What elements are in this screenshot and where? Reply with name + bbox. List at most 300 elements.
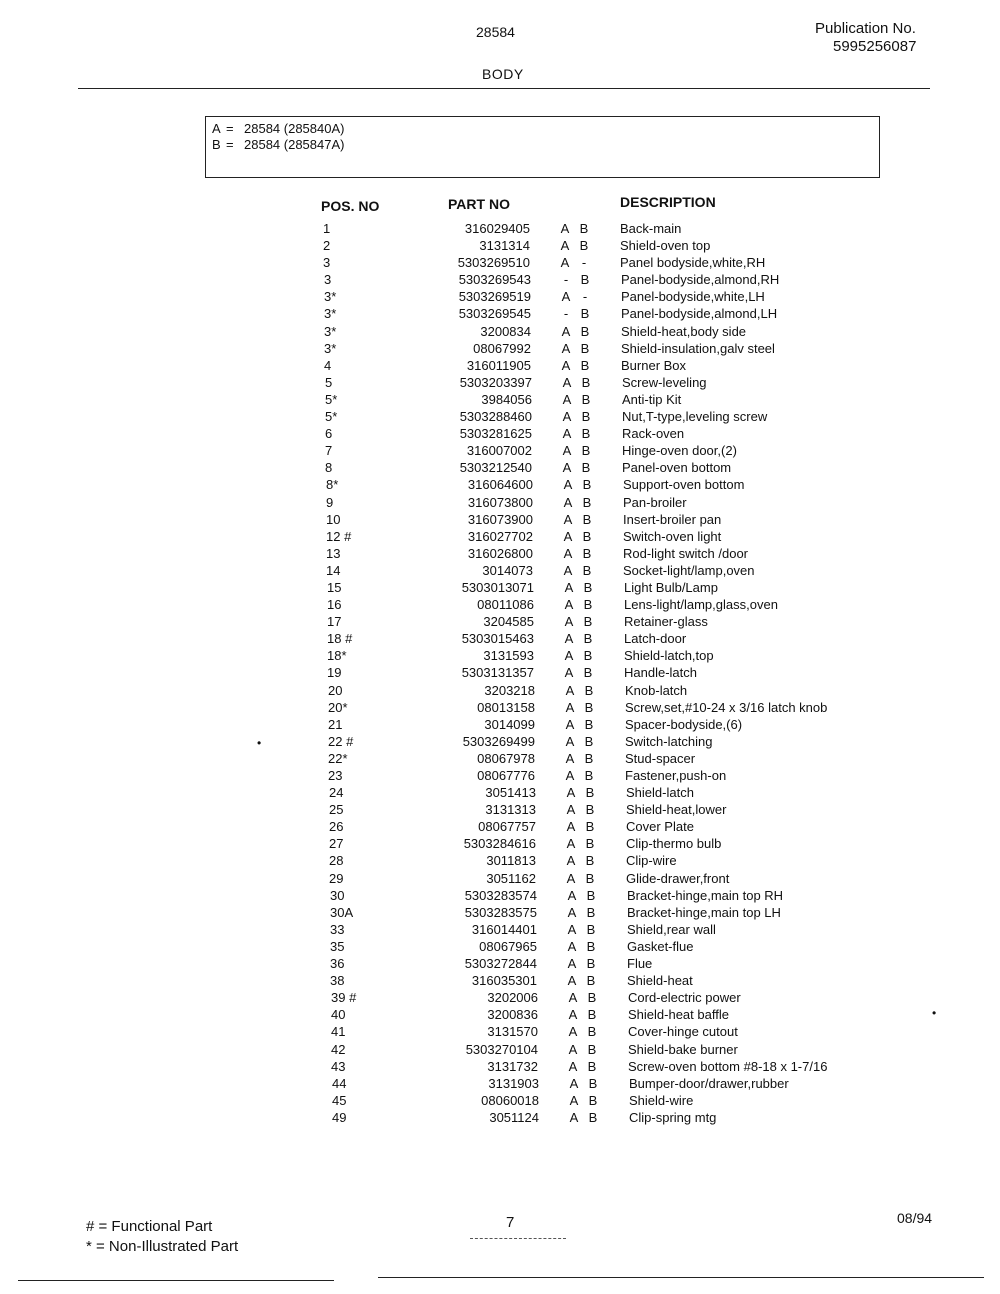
pos-cell: 17 [327, 614, 342, 630]
variant-a-cell: A [564, 631, 574, 647]
pos-cell: 22 # [328, 733, 354, 749]
pos-cell: 13 [326, 545, 341, 561]
part-number-cell: 08067757 [478, 819, 536, 835]
part-number-cell: 316073900 [467, 511, 533, 527]
part-number-cell: 3051162 [486, 870, 536, 886]
pos-cell: 12 # [326, 528, 352, 544]
pos-cell: 18 # [327, 631, 353, 647]
variant-a-cell: A [564, 579, 574, 595]
pos-cell: 22* [328, 750, 348, 766]
table-row [0, 1092, 1000, 1109]
variant-b-cell: B [585, 802, 595, 818]
variant-b-cell: B [587, 1007, 597, 1023]
table-row [0, 887, 1000, 904]
variant-b-cell: B [579, 221, 589, 236]
description-cell: Switch-latching [625, 733, 713, 749]
part-number-cell: 5303269519 [458, 289, 531, 305]
part-number-cell: 5303269499 [462, 733, 535, 749]
variant-b-cell: B [588, 1109, 598, 1125]
part-number-cell: 3131593 [483, 648, 534, 664]
description-cell: Rod-light switch /door [623, 545, 748, 561]
pos-cell: 43 [331, 1058, 346, 1074]
variant-a-cell: A [569, 1109, 579, 1125]
variant-a-cell: A [563, 494, 573, 510]
pos-cell: 27 [329, 836, 344, 852]
description-cell: Shield-heat,body side [621, 323, 747, 339]
description-cell: Pan-broiler [623, 494, 687, 510]
variant-b-cell: B [585, 819, 595, 835]
variant-legend-box [205, 116, 880, 178]
table-row [0, 750, 1000, 767]
variant-b-cell: B [585, 836, 595, 852]
part-number-cell: 3014073 [482, 562, 533, 578]
part-number-cell: 316029405 [464, 221, 530, 236]
variant-a-cell: A [566, 819, 576, 835]
part-number-cell: 08067978 [477, 750, 535, 766]
part-number-cell: 316014401 [471, 921, 537, 937]
table-row [0, 682, 1000, 699]
pos-cell: 18* [327, 648, 347, 664]
variant-a-cell: A [569, 1092, 579, 1108]
variant-a-cell: A [562, 374, 572, 390]
description-cell: Support-oven bottom [623, 477, 745, 493]
variant-b-cell: B [581, 460, 591, 476]
part-number-cell: 08013158 [477, 699, 535, 715]
description-cell: Bracket-hinge,main top LH [627, 904, 781, 920]
variant-b-cell: B [587, 990, 597, 1006]
table-row [0, 733, 1000, 750]
publication-number: 5995256087 [833, 38, 917, 55]
description-cell: Clip-thermo bulb [626, 836, 722, 852]
pos-cell: 2 [323, 238, 331, 254]
table-row [0, 596, 1000, 613]
description-cell: Shield-insulation,galv steel [621, 340, 775, 356]
variant-b-cell: B [586, 904, 596, 920]
variant-a-cell: A [561, 340, 571, 356]
pos-cell: 39 # [331, 990, 357, 1006]
variant-a-cell: A [562, 391, 572, 407]
variant-b-cell: B [586, 938, 596, 954]
variant-b-cell: B [581, 443, 591, 459]
variant-b-cell: B [584, 682, 594, 698]
description-cell: Gasket-flue [627, 938, 694, 954]
variant-b-cell: B [583, 579, 593, 595]
table-row [0, 716, 1000, 733]
variant-b-cell: B [584, 733, 594, 749]
table-row [0, 391, 1000, 408]
variant-b-cell: B [582, 494, 592, 510]
variant-b-cell: B [580, 272, 590, 288]
description-cell: Knob-latch [625, 682, 688, 698]
variant-equals: = [226, 137, 234, 152]
table-row [0, 459, 1000, 476]
part-number-cell: 5303015463 [461, 631, 534, 647]
pos-cell: 9 [326, 494, 334, 510]
variant-a-cell: A [561, 289, 571, 305]
part-number-cell: 316007002 [466, 443, 532, 459]
table-row [0, 613, 1000, 630]
variant-a-cell: A [567, 887, 577, 903]
variant-b-cell: B [585, 870, 595, 886]
table-row [0, 442, 1000, 459]
description-cell: Flue [627, 956, 653, 972]
part-number-cell: 3131903 [488, 1075, 539, 1091]
publication-label: Publication No. [815, 20, 916, 37]
table-row [0, 254, 1000, 271]
table-row [0, 870, 1000, 887]
variant-b-cell: B [587, 1041, 597, 1057]
table-row [0, 288, 1000, 305]
table-row [0, 767, 1000, 784]
description-cell: Lens-light/lamp,glass,oven [624, 597, 778, 613]
description-cell: Panel bodyside,white,RH [620, 255, 766, 271]
part-number-cell: 5303269543 [458, 272, 531, 288]
variant-row [212, 137, 879, 153]
table-row [0, 323, 1000, 340]
model-code: 28584 [476, 24, 515, 40]
variant-b-cell: B [580, 340, 590, 356]
table-row [0, 989, 1000, 1006]
part-number-cell: 08067776 [477, 768, 535, 783]
variant-a-cell: - [563, 272, 569, 288]
part-number-cell: 316011905 [466, 357, 531, 373]
variant-b-cell: B [587, 1058, 597, 1074]
description-cell: Clip-wire [626, 853, 677, 869]
variant-a-cell: A [564, 597, 574, 613]
variant-b-cell: B [584, 768, 594, 783]
pos-cell: 3* [324, 323, 337, 339]
pos-cell: 3* [324, 340, 337, 356]
part-number-cell: 3014099 [484, 716, 535, 732]
variant-a-cell: A [562, 409, 572, 425]
variant-a-cell: A [561, 357, 571, 373]
variant-text: 28584 (285840A) [244, 121, 345, 136]
variant-a-cell: A [568, 1041, 578, 1057]
part-number-cell: 3203218 [484, 682, 535, 698]
description-cell: Shield-latch,top [624, 648, 714, 664]
table-row [0, 579, 1000, 596]
variant-b-cell: B [580, 357, 590, 373]
description-cell: Bumper-door/drawer,rubber [629, 1075, 789, 1091]
variant-a-cell: A [560, 221, 570, 236]
part-number-cell: 3051124 [489, 1109, 539, 1125]
pos-cell: 41 [331, 1024, 346, 1040]
variant-b-cell: B [586, 887, 596, 903]
part-number-cell: 5303212540 [459, 460, 532, 476]
part-number-cell: 3051413 [485, 785, 536, 801]
pos-cell: 28 [329, 853, 344, 869]
variant-b-cell: B [584, 716, 594, 732]
variant-a-cell: A [567, 938, 577, 954]
description-cell: Retainer-glass [624, 614, 708, 630]
part-number-cell: 3011813 [486, 853, 536, 869]
table-row [0, 271, 1000, 288]
pos-cell: 21 [328, 716, 343, 732]
table-row [0, 647, 1000, 664]
variant-a-cell: A [565, 768, 575, 783]
pos-cell: 40 [331, 1007, 346, 1023]
column-header-description: DESCRIPTION [620, 194, 716, 210]
part-number-cell: 5303269545 [458, 306, 531, 322]
variant-a-cell: A [560, 238, 570, 254]
column-header-pos: POS. NO [321, 198, 380, 214]
variant-a-cell: A [565, 699, 575, 715]
pos-cell: 15 [327, 579, 342, 595]
table-row [0, 904, 1000, 921]
variant-b-cell: B [586, 921, 596, 937]
description-cell: Stud-spacer [625, 750, 696, 766]
variant-b-cell: B [582, 545, 592, 561]
variant-b-cell: B [583, 631, 593, 647]
pos-cell: 30A [330, 904, 354, 920]
table-row [0, 938, 1000, 955]
variant-a-cell: A [564, 614, 574, 630]
variant-b-cell: B [586, 973, 596, 989]
variant-b-cell: B [581, 374, 591, 390]
variant-b-cell: B [585, 785, 595, 801]
part-number-cell: 08067965 [479, 938, 537, 954]
table-row [0, 835, 1000, 852]
part-number-cell: 08011086 [477, 597, 534, 613]
description-cell: Insert-broiler pan [623, 511, 722, 527]
variant-a-cell: - [563, 306, 569, 322]
pos-cell: 8* [326, 477, 339, 493]
variant-a-cell: A [562, 443, 572, 459]
table-row [0, 664, 1000, 681]
table-row [0, 305, 1000, 322]
pos-cell: 23 [328, 768, 343, 783]
variant-a-cell: A [565, 733, 575, 749]
pos-cell: 6 [325, 426, 333, 442]
pos-cell: 24 [329, 785, 344, 801]
variant-a-cell: A [563, 511, 573, 527]
description-cell: Socket-light/lamp,oven [623, 562, 755, 578]
variant-a-cell: A [565, 750, 575, 766]
variant-b-cell: B [583, 597, 593, 613]
variant-b-cell: B [581, 409, 591, 425]
part-number-cell: 316035301 [471, 973, 537, 989]
part-number-cell: 316026800 [467, 545, 533, 561]
description-cell: Back-main [620, 221, 682, 236]
variant-b-cell: B [582, 477, 592, 493]
variant-a-cell: A [569, 1075, 579, 1091]
pos-cell: 33 [330, 921, 345, 937]
table-row [0, 852, 1000, 869]
variant-a-cell: A [562, 426, 572, 442]
table-row [0, 921, 1000, 938]
part-number-cell: 5303284616 [463, 836, 536, 852]
variant-b-cell: B [583, 648, 593, 664]
pos-cell: 3 [324, 272, 332, 288]
table-row [0, 237, 1000, 254]
part-number-cell: 5303270104 [465, 1041, 538, 1057]
pos-cell: 3* [324, 306, 337, 322]
part-number-cell: 316027702 [467, 528, 533, 544]
variant-b-cell: B [584, 699, 594, 715]
part-number-cell: 5303131357 [461, 665, 534, 681]
part-number-cell: 3131314 [479, 238, 530, 254]
variant-a-cell: A [563, 528, 573, 544]
table-row [0, 1058, 1000, 1075]
part-number-cell: 3204585 [483, 614, 534, 630]
description-cell: Burner Box [621, 357, 687, 373]
table-row [0, 408, 1000, 425]
variant-b-cell: B [588, 1092, 598, 1108]
pos-cell: 1 [323, 221, 331, 236]
table-row [0, 972, 1000, 989]
table-row [0, 1075, 1000, 1092]
description-cell: Shield-bake burner [628, 1041, 738, 1057]
variant-b-cell: B [579, 238, 589, 254]
table-row [0, 955, 1000, 972]
part-number-cell: 316064600 [467, 477, 533, 493]
variant-b-cell: B [586, 956, 596, 972]
scan-mark: • [257, 736, 262, 750]
part-number-cell: 3200834 [480, 323, 531, 339]
pos-cell: 49 [332, 1109, 347, 1125]
pos-cell: 44 [332, 1075, 347, 1091]
variant-b-cell: B [581, 391, 591, 407]
variant-b-cell: B [584, 750, 594, 766]
variant-a-cell: A [561, 323, 571, 339]
table-row [0, 494, 1000, 511]
part-number-cell: 5303013071 [461, 579, 534, 595]
description-cell: Shield-wire [629, 1092, 694, 1108]
part-number-cell: 5303281625 [459, 426, 532, 442]
description-cell: Shield-heat baffle [628, 1007, 729, 1023]
description-cell: Switch-oven light [623, 528, 722, 544]
scan-mark: • [932, 1006, 937, 1020]
description-cell: Screw-oven bottom #8-18 x 1-7/16 [628, 1058, 828, 1074]
variant-a-cell: A [565, 682, 575, 698]
table-row [0, 340, 1000, 357]
part-number-cell: 3984056 [481, 391, 532, 407]
top-divider [78, 88, 930, 89]
pos-cell: 3 [323, 255, 331, 271]
variant-b-cell: B [582, 511, 592, 527]
part-number-cell: 5303283574 [464, 887, 537, 903]
variant-b-cell: B [582, 528, 592, 544]
table-row [0, 699, 1000, 716]
variant-a-cell: A [566, 853, 576, 869]
pos-cell: 10 [326, 511, 341, 527]
variant-a-cell: A [564, 665, 574, 681]
description-cell: Handle-latch [624, 665, 697, 681]
variant-b-cell: B [583, 665, 593, 681]
description-cell: Bracket-hinge,main top RH [627, 887, 784, 903]
variant-b-cell: B [580, 323, 590, 339]
pos-cell: 38 [330, 973, 345, 989]
table-row [0, 1006, 1000, 1023]
part-number-cell: 5303269510 [457, 255, 530, 271]
table-row [0, 784, 1000, 801]
part-number-cell: 3131570 [487, 1024, 538, 1040]
table-row [0, 476, 1000, 493]
description-cell: Fastener,push-on [625, 768, 727, 783]
table-row [0, 1041, 1000, 1058]
legend-functional-part: # = Functional Part [86, 1218, 213, 1235]
variant-a-cell: A [568, 1007, 578, 1023]
table-row [0, 1109, 1000, 1126]
part-number-cell: 316073800 [467, 494, 533, 510]
description-cell: Panel-bodyside,almond,LH [621, 306, 778, 322]
description-cell: Anti-tip Kit [622, 391, 682, 407]
description-cell: Rack-oven [622, 426, 685, 442]
description-cell: Hinge-oven door,(2) [622, 443, 737, 459]
part-number-cell: 5303272844 [464, 956, 537, 972]
part-number-cell: 5303203397 [459, 374, 532, 390]
variant-a-cell: A [567, 921, 577, 937]
page-number: 7 [506, 1214, 515, 1231]
variant-a-cell: A [568, 990, 578, 1006]
date-code: 08/94 [897, 1210, 933, 1226]
variant-a-cell: A [568, 1058, 578, 1074]
table-row [0, 220, 1000, 237]
variant-a-cell: A [564, 648, 574, 664]
variant-equals: = [226, 121, 234, 136]
pos-cell: 3* [324, 289, 337, 305]
description-cell: Shield-latch [626, 785, 694, 801]
bottom-divider-right [378, 1277, 984, 1278]
legend-non-illustrated-part: * = Non-Illustrated Part [86, 1238, 239, 1255]
pos-cell: 25 [329, 802, 344, 818]
part-number-cell: 5303283575 [464, 904, 537, 920]
variant-key: A [212, 121, 221, 136]
variant-a-cell: A [565, 716, 575, 732]
part-number-cell: 3131732 [487, 1058, 538, 1074]
description-cell: Cover Plate [626, 819, 694, 835]
part-number-cell: 08060018 [481, 1092, 539, 1108]
variant-a-cell: A [566, 802, 576, 818]
description-cell: Cord-electric power [628, 990, 741, 1006]
pos-cell: 16 [327, 597, 342, 613]
variant-a-cell: A [566, 836, 576, 852]
variant-row [212, 121, 879, 137]
variant-b-cell: B [587, 1024, 597, 1040]
variant-key: B [212, 137, 221, 152]
variant-b-cell: B [582, 562, 592, 578]
variant-b-cell: B [583, 614, 593, 630]
variant-a-cell: A [567, 904, 577, 920]
pos-cell: 20 [328, 682, 343, 698]
description-cell: Shield,rear wall [627, 921, 716, 937]
pos-cell: 19 [327, 665, 342, 681]
variant-b-cell: - [581, 255, 587, 271]
table-row [0, 511, 1000, 528]
column-header-part: PART NO [448, 196, 510, 212]
pos-cell: 45 [332, 1092, 347, 1108]
variant-b-cell: B [581, 426, 591, 442]
pos-cell: 4 [324, 357, 332, 373]
pos-cell: 42 [331, 1041, 346, 1057]
section-title: BODY [482, 66, 524, 82]
description-cell: Latch-door [624, 631, 687, 647]
variant-a-cell: A [563, 545, 573, 561]
table-row [0, 374, 1000, 391]
part-number-cell: 3202006 [487, 990, 538, 1006]
description-cell: Panel-bodyside,white,LH [621, 289, 765, 305]
variant-a-cell: A [566, 870, 576, 886]
variant-a-cell: A [562, 460, 572, 476]
page-number-underline [470, 1238, 566, 1239]
table-row [0, 545, 1000, 562]
pos-cell: 5* [325, 391, 338, 407]
variant-b-cell: B [580, 306, 590, 322]
description-cell: Glide-drawer,front [626, 870, 730, 886]
variant-a-cell: A [560, 255, 570, 271]
description-cell: Cover-hinge cutout [628, 1024, 738, 1040]
table-row [0, 818, 1000, 835]
